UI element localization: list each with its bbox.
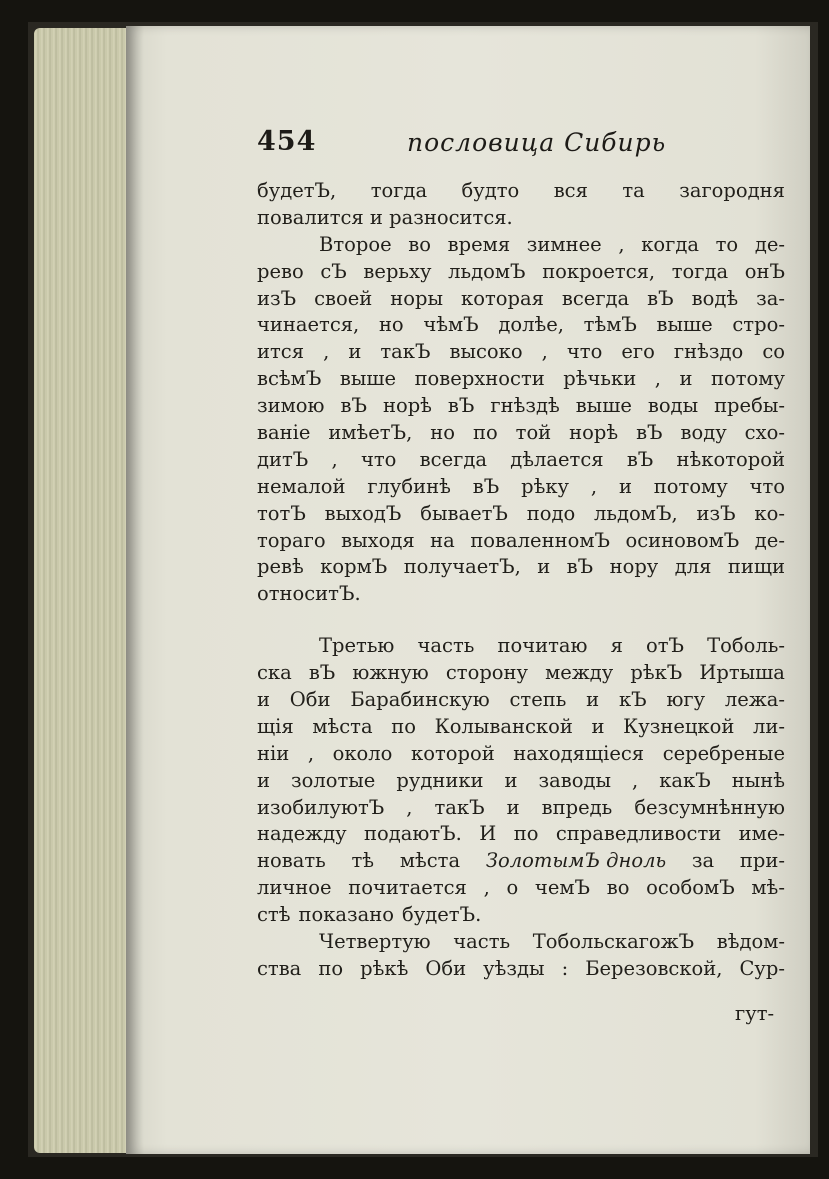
word: и — [348, 340, 362, 364]
spine-shadow — [126, 26, 144, 1154]
word: относитЪ. — [257, 582, 361, 606]
word: почитаю — [497, 634, 588, 658]
word: нынѣ — [731, 768, 785, 792]
word: его — [621, 340, 655, 364]
word: норѣ — [382, 394, 432, 418]
word: находящіеся — [513, 741, 645, 765]
word: вЪ — [447, 394, 475, 418]
word: чѣмЪ — [423, 313, 479, 337]
word: , — [406, 795, 413, 819]
word: Сур- — [739, 956, 785, 980]
word: между — [545, 661, 614, 685]
word: вЪ — [636, 421, 663, 445]
word: тогда — [671, 259, 729, 283]
text-line — [257, 768, 785, 795]
word: гнѣздѣ — [490, 394, 560, 418]
text-line — [257, 339, 785, 366]
word: гнѣздо — [673, 340, 744, 364]
text-line — [257, 420, 785, 447]
word: чемЪ — [534, 876, 591, 900]
word: своей — [314, 286, 373, 310]
word: ска — [257, 661, 292, 685]
word: серебреные — [662, 741, 785, 765]
word: такЪ — [380, 340, 431, 364]
word: вЪ — [647, 286, 674, 310]
word: рѣкѣ — [360, 956, 409, 980]
word: Кузнецкой — [623, 714, 735, 738]
word: выходя — [341, 528, 415, 552]
paragraph — [257, 633, 785, 929]
word: вЪ — [340, 394, 367, 418]
word: чинается, — [257, 313, 360, 337]
word: и — [504, 768, 518, 792]
word: воды — [647, 394, 699, 418]
word: справедливости — [555, 822, 722, 846]
text-line — [257, 875, 785, 902]
word: показано — [298, 903, 395, 927]
word: со — [762, 340, 785, 364]
word: сЪ — [320, 259, 347, 283]
word: ли- — [753, 714, 785, 738]
word: по — [472, 421, 498, 445]
word: мѣста — [312, 714, 373, 738]
word: норы — [390, 286, 444, 310]
word: поваленномЪ — [470, 528, 610, 552]
word: время — [447, 232, 511, 256]
word: схо- — [744, 421, 785, 445]
word: что — [749, 474, 785, 498]
word: потому — [653, 474, 728, 498]
word: стѣ — [257, 903, 291, 927]
word: вЪ — [308, 661, 336, 685]
word: ваніе — [257, 421, 311, 445]
word: изЪ — [696, 501, 736, 525]
word: и — [537, 555, 551, 579]
word: заводы — [538, 768, 612, 792]
word: верьху — [363, 259, 432, 283]
word: рево — [257, 259, 304, 283]
word: глубинѣ — [367, 474, 451, 498]
word: я — [610, 634, 623, 658]
text-line — [257, 286, 785, 313]
word: вЪ — [566, 555, 594, 579]
word: но — [378, 313, 404, 337]
word: Колыванской — [434, 714, 573, 738]
word: пищи — [727, 555, 785, 579]
text-line — [257, 821, 785, 848]
word: но — [430, 421, 455, 445]
word: выше — [339, 367, 397, 391]
text-line — [257, 312, 785, 339]
word: часть — [453, 930, 511, 954]
word: о — [506, 876, 519, 900]
word: подаютЪ. — [364, 822, 462, 846]
word: и — [618, 474, 632, 498]
word: получаетЪ, — [403, 555, 521, 579]
word: подо — [526, 501, 576, 525]
text-line — [257, 956, 785, 983]
word: когда — [641, 232, 699, 256]
word: будто — [461, 179, 520, 202]
word: и — [591, 714, 605, 738]
word: что — [566, 340, 603, 364]
word: ніи — [257, 741, 290, 765]
text-line — [257, 660, 785, 687]
word: и — [506, 795, 520, 819]
word: по — [513, 822, 539, 846]
word: степь — [509, 688, 567, 712]
word: ко- — [754, 501, 785, 525]
word: кЪ — [618, 688, 647, 712]
word: тогда — [370, 179, 428, 202]
word: рѣку — [521, 474, 570, 498]
word: ится — [257, 340, 305, 364]
paragraph — [257, 178, 785, 232]
word: тѣ — [351, 849, 375, 873]
word: и — [257, 688, 270, 712]
text-line — [257, 554, 785, 581]
word: за- — [756, 286, 785, 310]
word: выходЪ — [324, 501, 402, 525]
word: щія — [257, 714, 294, 738]
word: име- — [738, 822, 785, 846]
word: Четвертую — [319, 930, 431, 954]
word: ЗолотымЪ дноль — [485, 849, 667, 873]
word: всегда — [561, 286, 630, 310]
word: и — [679, 367, 693, 391]
text-line — [257, 633, 785, 660]
word: стро- — [732, 313, 785, 337]
word: Оби — [425, 956, 467, 980]
word: де- — [754, 232, 785, 256]
word: : — [561, 956, 569, 980]
word: тѣмЪ — [583, 313, 637, 337]
word: повалится и разносится. — [257, 205, 513, 229]
word: , — [590, 474, 598, 498]
word: воду — [680, 421, 727, 445]
text-line — [257, 795, 785, 822]
word: рѣкЪ — [630, 661, 683, 685]
word: особомЪ — [646, 876, 735, 900]
text-line — [257, 902, 785, 929]
word: какЪ — [659, 768, 711, 792]
word: и — [586, 688, 600, 712]
word: всѣмЪ — [257, 367, 322, 391]
word: уѣзды — [483, 956, 545, 980]
word: дѣлается — [510, 447, 604, 471]
text-line — [257, 393, 785, 420]
word: загородня — [679, 179, 785, 202]
word: де- — [754, 528, 785, 552]
word: онЪ — [744, 259, 785, 283]
word: льдомЪ, — [594, 501, 678, 525]
word: вЪ — [472, 474, 500, 498]
word: при- — [739, 849, 785, 873]
word: бываетЪ — [420, 501, 508, 525]
word: всегда — [419, 447, 487, 471]
paragraph — [257, 929, 785, 983]
word: кормЪ — [320, 555, 388, 579]
word: мѣста — [399, 849, 461, 873]
word: поверхности — [414, 367, 545, 391]
word: выше — [656, 313, 713, 337]
text-line — [257, 741, 785, 768]
word: золотые — [291, 768, 376, 792]
word: норѣ — [569, 421, 619, 445]
word: изобилуютЪ — [257, 795, 385, 819]
word: югу — [666, 688, 706, 712]
word: , — [654, 367, 661, 391]
word: нору — [609, 555, 659, 579]
word: Оби — [289, 688, 331, 712]
word: Второе — [319, 232, 392, 256]
word: , — [632, 768, 639, 792]
word: , — [483, 876, 490, 900]
word: зимою — [257, 394, 325, 418]
word: вся — [553, 179, 588, 202]
word: зимнее — [526, 232, 602, 256]
word: то — [715, 232, 739, 256]
word: Иртыша — [699, 661, 785, 685]
word: лежа- — [724, 688, 785, 712]
word: мѣ- — [751, 876, 785, 900]
word: будетЪ, — [257, 179, 337, 202]
word: такЪ — [434, 795, 485, 819]
word: для — [674, 555, 712, 579]
word: южную — [352, 661, 429, 685]
text-line — [257, 447, 785, 474]
word: по — [391, 714, 416, 738]
word: Третью — [319, 634, 395, 658]
text-line — [257, 474, 785, 501]
text-line — [257, 687, 785, 714]
word: высоко — [449, 340, 523, 364]
text-line — [257, 501, 785, 528]
word: что — [361, 447, 397, 471]
word: имѣетЪ, — [328, 421, 413, 445]
page-edges — [34, 28, 134, 1153]
word: около — [332, 741, 393, 765]
word: долѣе, — [498, 313, 564, 337]
text-line — [257, 929, 785, 956]
word: вЪ — [626, 447, 654, 471]
page-number: 454 — [257, 126, 317, 157]
word: впредь — [541, 795, 613, 819]
text-line — [257, 848, 785, 875]
word: во — [408, 232, 431, 256]
word: по — [318, 956, 344, 980]
word: тотЪ — [257, 501, 306, 525]
word: тораго — [257, 528, 326, 552]
text-line — [257, 259, 785, 286]
catchword: гут- — [735, 1002, 775, 1025]
word: , — [618, 232, 625, 256]
word: будетЪ. — [402, 903, 482, 927]
text-line — [257, 205, 785, 232]
paragraph — [257, 232, 785, 608]
page-header — [257, 126, 777, 166]
text-line — [257, 528, 785, 555]
word: немалой — [257, 474, 346, 498]
word: Березовской, — [585, 956, 723, 980]
word: та — [622, 179, 645, 202]
word: осиновомЪ — [625, 528, 740, 552]
word: льдомЪ — [448, 259, 526, 283]
word: нѣкоторой — [676, 447, 785, 471]
text-line — [257, 366, 785, 393]
word: сторону — [445, 661, 529, 685]
word: покроется, — [542, 259, 656, 283]
word: рѣчьки — [563, 367, 637, 391]
running-head: пословица Сибирь — [407, 128, 667, 157]
word: выше — [575, 394, 632, 418]
text-line — [257, 581, 785, 608]
word: , — [323, 340, 330, 364]
word: на — [430, 528, 455, 552]
word: дитЪ — [257, 447, 309, 471]
text-body — [257, 178, 785, 983]
word: новать — [257, 849, 326, 873]
word: ства — [257, 956, 302, 980]
text-line — [257, 714, 785, 741]
word: , — [307, 741, 315, 765]
word: , — [541, 340, 548, 364]
text-line — [257, 232, 785, 259]
word: надежду — [257, 822, 347, 846]
word: пребы- — [714, 394, 785, 418]
word: личное — [257, 876, 332, 900]
word: Тоболь- — [707, 634, 785, 658]
word: которой — [411, 741, 495, 765]
word: отЪ — [645, 634, 685, 658]
word: за — [691, 849, 715, 873]
word: , — [331, 447, 338, 471]
word: во — [606, 876, 630, 900]
word: безсумнѣнную — [634, 795, 785, 819]
word: Барабинскую — [350, 688, 490, 712]
word: водѣ — [691, 286, 739, 310]
word: которая — [461, 286, 544, 310]
word: ревѣ — [257, 555, 304, 579]
word: и — [257, 768, 270, 792]
word: ТобольскагожЪ — [532, 930, 695, 954]
text-line — [257, 178, 785, 205]
word: изЪ — [257, 286, 297, 310]
word: той — [515, 421, 552, 445]
word: часть — [417, 634, 475, 658]
word: вѣдом- — [716, 930, 785, 954]
word: рудники — [396, 768, 484, 792]
word: почитается — [348, 876, 467, 900]
word: потому — [711, 367, 785, 391]
word: И — [479, 822, 497, 846]
